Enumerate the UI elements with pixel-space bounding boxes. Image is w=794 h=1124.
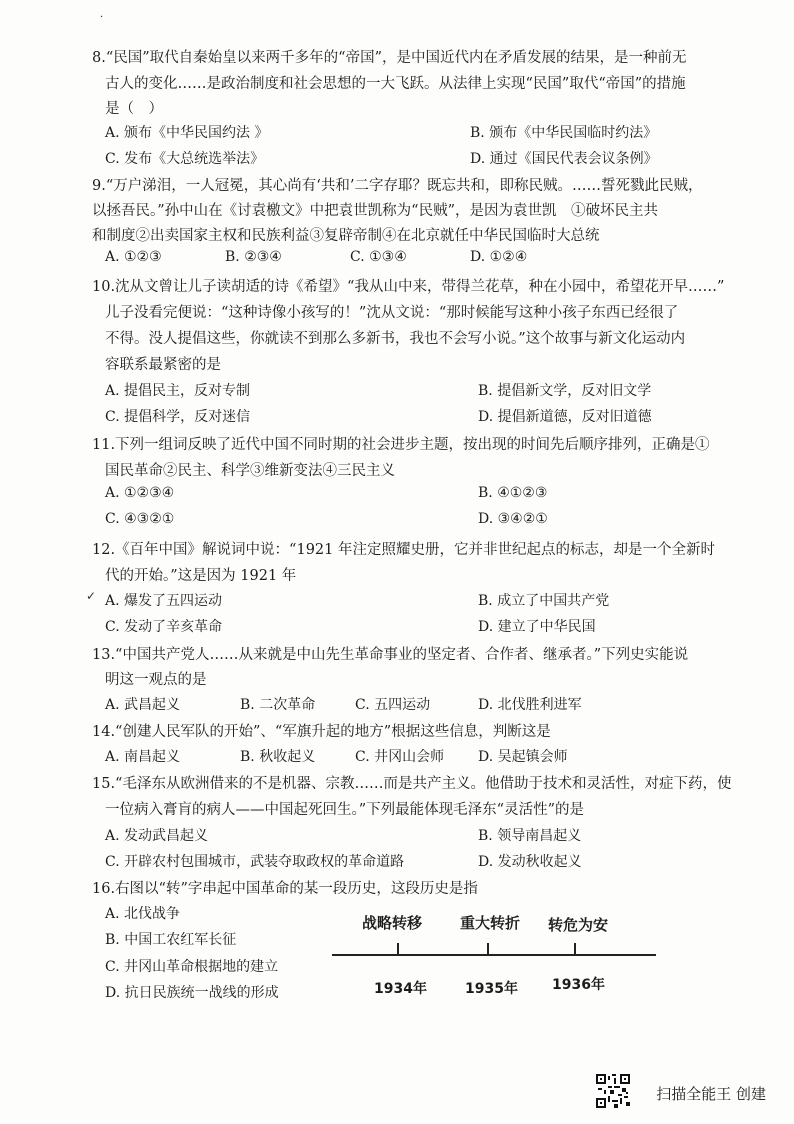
q9-text-line3: 和制度②出卖国家主权和民族利益③复辟帝制④在北京就任中华民国临时大总统 <box>92 228 600 244</box>
scan-speck: · <box>100 12 104 23</box>
timeline-year-2: 1935年 <box>465 981 518 997</box>
q15-text-line1: 15.“毛泽东从欧洲借来的不是机器、宗教……而是共产主义。他借助于技术和灵活性，对症下药，使 <box>92 776 732 792</box>
qr-code-icon <box>596 1074 630 1108</box>
q9-text-line2: 以拯吾民。”孙中山在《讨袁檄文》中把袁世凯称为“民贼”，是因为袁世凯 ①破坏民主共 <box>92 203 658 219</box>
q11-text-line2: 国民革命②民主、科学③维新变法④三民主义 <box>105 463 395 479</box>
q15-option-a: A. 发动武昌起义 <box>105 828 209 844</box>
q15-text-line2: 一位病入膏肓的病人——中国起死回生。”下列最能体现毛泽东“灵活性”的是 <box>105 802 584 818</box>
q8-text-line2: 古人的变化……是政治制度和社会思想的一大飞跃。从法律上实现“民国”取代“帝国”的措施 <box>105 76 686 92</box>
q9-text-line1: 9.“万户涕泪，一人冠冕，其心尚有‘共和’二字存耶？既忘共和，即称民贼。……誓死戮此民贼， <box>92 178 703 194</box>
q10-option-b: B. 提倡新文学，反对旧文学 <box>478 383 652 399</box>
q8-option-b: B. 颁布《中华民国临时约法》 <box>470 125 658 141</box>
q16-option-c: C. 井冈山革命根据地的建立 <box>105 959 279 975</box>
q13-option-a: A. 武昌起义 <box>105 697 181 713</box>
q16-option-b: B. 中国工农红军长征 <box>105 932 237 948</box>
q11-text-line1: 11.下列一组词反映了近代中国不同时期的社会进步主题，按出现的时间先后顺序排列，正确是① <box>92 437 710 453</box>
q15-option-c: C. 开辟农村包围城市，武装夺取政权的革命道路 <box>105 854 405 870</box>
q12-text-line1: 12.《百年中国》解说词中说：“1921 年注定照耀史册，它并非世纪起点的标志，却是一个全新时 <box>92 542 715 558</box>
q9-option-b: B. ②③④ <box>225 249 282 265</box>
q9-option-c: C. ①③④ <box>350 249 407 265</box>
q9-option-a: A. ①②③ <box>105 249 162 265</box>
q10-option-d: D. 提倡新道德，反对旧道德 <box>478 409 652 425</box>
q11-option-b: B. ④①②③ <box>478 485 548 501</box>
q12-option-a: A. 爆发了五四运动 <box>105 593 223 609</box>
timeline-year-1: 1934年 <box>374 981 427 997</box>
q12-option-b: B. 成立了中国共产党 <box>478 593 610 609</box>
q15-option-d: D. 发动秋收起义 <box>478 854 582 870</box>
q14-option-b: B. 秋收起义 <box>240 749 316 765</box>
q13-option-c: C. 五四运动 <box>355 697 431 713</box>
q8-text-line3: 是（ ） <box>105 101 163 117</box>
q12-text-line2: 代的开始。”这是因为 1921 年 <box>105 568 297 584</box>
timeline-label-1: 战略转移 <box>362 914 423 932</box>
timeline-label-2: 重大转折 <box>460 914 521 932</box>
q11-option-a: A. ①②③④ <box>105 485 175 501</box>
q8-option-a: A. 颁布《中华民国约法 》 <box>105 125 269 141</box>
timeline-label-3: 转危为安 <box>548 916 609 934</box>
q16-text-line1: 16.右图以“转”字串起中国革命的某一段历史，这段历史是指 <box>92 881 478 897</box>
q10-text-line1: 10.沈从文曾让儿子读胡适的诗《希望》“我从山中来，带得兰花草，种在小园中，希望花开早……” <box>92 279 725 295</box>
q8-option-d: D. 通过《国民代表会议条例》 <box>470 151 658 167</box>
q11-option-d: D. ③④②① <box>478 511 548 527</box>
q8-option-c: C. 发布《大总统选举法》 <box>105 151 265 167</box>
q10-option-a: A. 提倡民主，反对专制 <box>105 383 251 399</box>
q15-option-b: B. 领导南昌起义 <box>478 828 582 844</box>
timeline-year-3: 1936年 <box>552 977 605 993</box>
q12-option-d: D. 建立了中华民国 <box>478 619 596 635</box>
q10-text-line3: 不得。没人提倡这些，你就读不到那么多新书，我也不会写小说。”这个故事与新文化运动内 <box>105 331 686 347</box>
q12-option-c: C. 发动了辛亥革命 <box>105 619 223 635</box>
q13-text-line1: 13.“中国共产党人……从来就是中山先生革命事业的坚定者、合作者、继承者。”下列史实能说 <box>92 647 689 663</box>
pen-mark: ✓ <box>86 589 97 603</box>
q8-text-line1: 8.“民国”取代自秦始皇以来两千多年的“帝国”，是中国近代内在矛盾发展的结果，是一种前无 <box>92 50 687 66</box>
q9-option-d: D. ①②④ <box>470 249 528 265</box>
q14-option-d: D. 吴起镇会师 <box>478 749 568 765</box>
q10-text-line2: 儿子没看完便说：“这种诗像小孩写的！”沈从文说：“那时候能写这种小孩子东西已经很了 <box>105 305 679 321</box>
q16-option-a: A. 北伐战争 <box>105 906 181 922</box>
q11-option-c: C. ④③②① <box>105 511 175 527</box>
timeline-axis <box>330 940 660 970</box>
q10-text-line4: 容联系最紧密的是 <box>105 357 221 373</box>
q13-text-line2: 明这一观点的是 <box>105 672 207 688</box>
q16-option-d: D. 抗日民族统一战线的形成 <box>105 985 279 1001</box>
q14-text-line1: 14.“创建人民军队的开始”、“军旗升起的地方”根据这些信息，判断这是 <box>92 724 551 740</box>
q10-option-c: C. 提倡科学，反对迷信 <box>105 409 251 425</box>
scanner-watermark: 扫描全能王 创建 <box>656 1085 766 1103</box>
q13-option-b: B. 二次革命 <box>240 697 316 713</box>
q14-option-a: A. 南昌起义 <box>105 749 181 765</box>
q13-option-d: D. 北伐胜利进军 <box>478 697 582 713</box>
q14-option-c: C. 井冈山会师 <box>355 749 445 765</box>
